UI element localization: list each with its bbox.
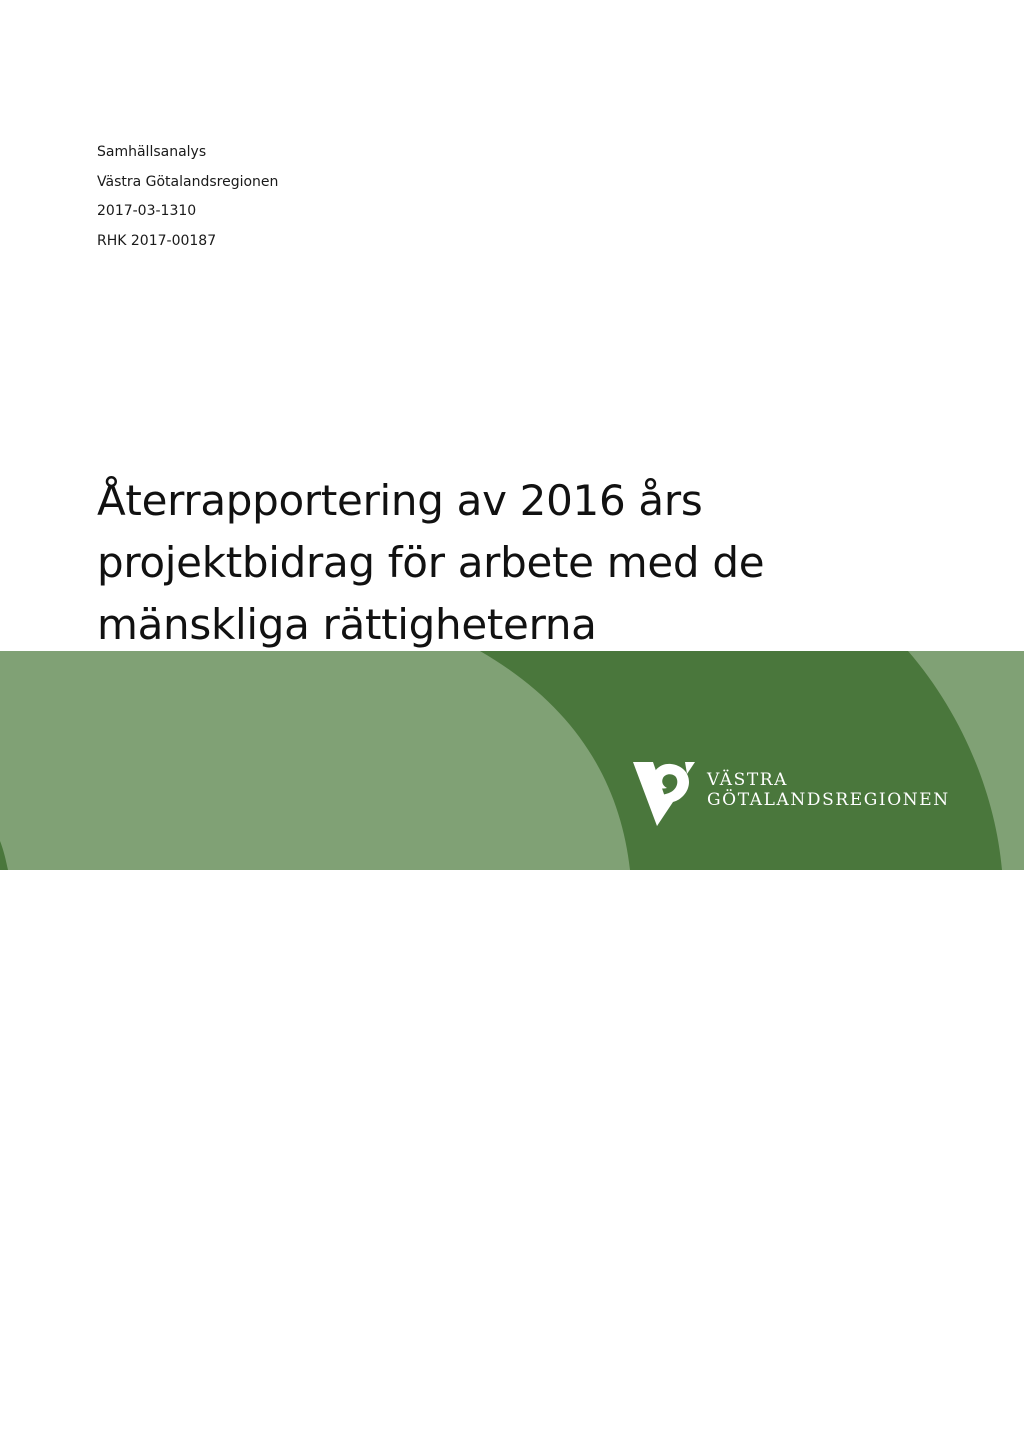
department-label: Samhällsanalys xyxy=(97,144,207,160)
green-banner xyxy=(0,651,1024,870)
logo-line-1: VÄSTRA xyxy=(707,770,789,790)
document-title xyxy=(97,470,957,656)
title-line-1: Återrapportering av 2016 års xyxy=(97,476,703,525)
vgr-logo-text xyxy=(707,770,950,810)
vgr-logo xyxy=(633,762,953,828)
title-line-2: projektbidrag för arbete med de xyxy=(97,538,765,587)
date-label: 2017-03-1310 xyxy=(97,203,197,219)
document-meta xyxy=(97,138,278,256)
reference-number: RHK 2017-00187 xyxy=(97,232,217,249)
title-line-3: mänskliga rättigheterna xyxy=(97,600,597,649)
logo-line-2: GÖTALANDSREGIONEN xyxy=(707,790,950,810)
banner-graphic xyxy=(0,651,1024,870)
organization-label: Västra Götalandsregionen xyxy=(97,173,279,190)
vgr-logo-mark-icon xyxy=(633,762,699,828)
